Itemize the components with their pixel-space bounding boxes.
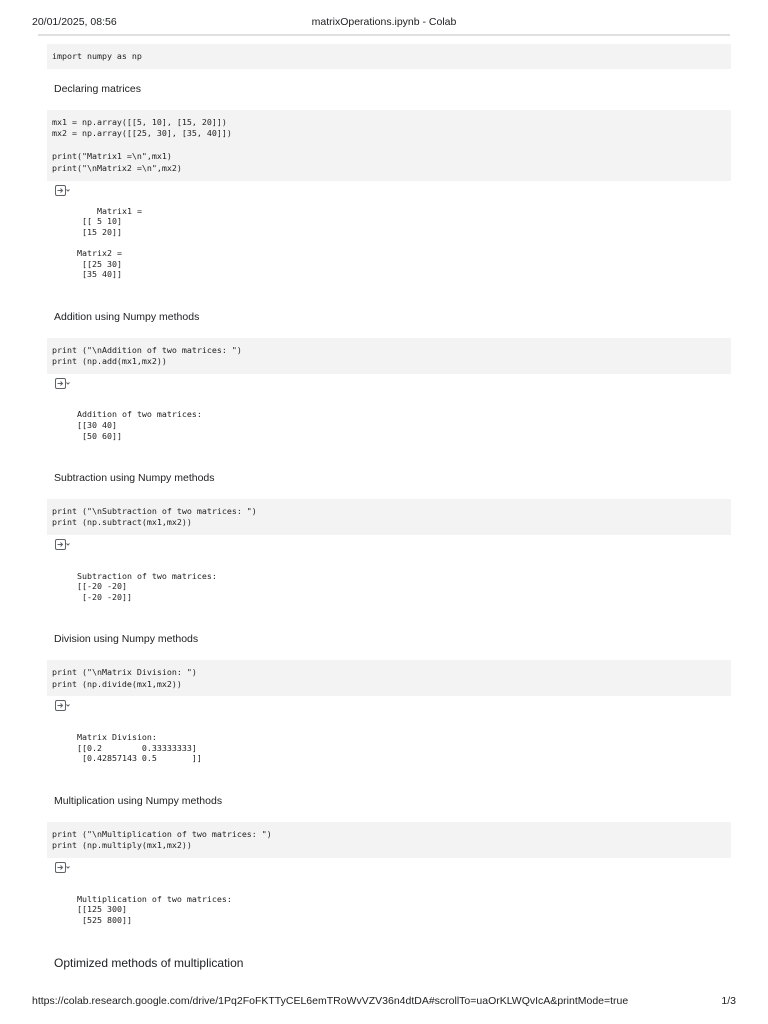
- output-text: Matrix Division: [[0.2 0.33333333] [0.42857143 0.5 ]]: [77, 732, 202, 764]
- heading-multiplication: Multiplication using Numpy methods: [54, 794, 223, 807]
- heading-subtraction: Subtraction using Numpy methods: [54, 471, 215, 484]
- output-expand-icon[interactable]: [55, 539, 70, 550]
- output-declare: [47, 181, 731, 297]
- output-subtraction: [47, 535, 731, 619]
- output-division: [47, 696, 731, 780]
- print-header: [32, 16, 736, 30]
- code-cell-addition[interactable]: print ("\nAddition of two matrices: ") print (np.add(mx1,mx2)): [47, 338, 731, 374]
- heading-addition: Addition using Numpy methods: [54, 310, 200, 323]
- heading-optimized-multiplication: Optimized methods of multiplication: [54, 955, 244, 970]
- code-cell-declare[interactable]: mx1 = np.array([[5, 10], [15, 20]]) mx2 = np.array([[25, 30], [35, 40]]) print("Matrix1 =\n",mx1) print("\nMatrix2 =\n",mx2): [47, 110, 731, 181]
- heading-division: Division using Numpy methods: [54, 633, 199, 646]
- output-expand-icon[interactable]: [55, 185, 70, 196]
- notebook: [47, 44, 731, 980]
- output-text: Subtraction of two matrices: [[-20 -20] [-20 -20]]: [77, 570, 217, 602]
- print-url[interactable]: https://colab.research.google.com/drive/1Pq2FoFKTTyCEL6emTRoWvVZV36n4dtDA#scrollTo=uaOrKLWQvIcA&printMode=true: [32, 995, 629, 1007]
- print-datetime: 20/01/2025, 08:56: [32, 16, 117, 28]
- code-cell-import[interactable]: import numpy as np: [47, 44, 731, 69]
- output-text: Matrix1 = [[ 5 10] [15 20]] Matrix2 = [[25 30] [35 40]]: [77, 205, 142, 280]
- page-number: 1/3: [721, 995, 736, 1007]
- heading-declaring-matrices: Declaring matrices: [54, 82, 141, 95]
- print-footer: [32, 995, 736, 1009]
- code-cell-division[interactable]: print ("\nMatrix Division: ") print (np.divide(mx1,mx2)): [47, 660, 731, 696]
- output-text: Multiplication of two matrices: [[125 300] [525 800]]: [77, 893, 232, 925]
- output-multiplication: [47, 858, 731, 942]
- output-text: Addition of two matrices: [[30 40] [50 60]]: [77, 409, 202, 441]
- output-expand-icon[interactable]: [55, 378, 70, 389]
- output-expand-icon[interactable]: [55, 700, 70, 711]
- code-cell-multiplication[interactable]: print ("\nMultiplication of two matrices: ") print (np.multiply(mx1,mx2)): [47, 822, 731, 858]
- code-cell-subtraction[interactable]: print ("\nSubtraction of two matrices: ") print (np.subtract(mx1,mx2)): [47, 499, 731, 535]
- header-divider: [38, 34, 730, 36]
- output-expand-icon[interactable]: [55, 862, 70, 873]
- output-addition: [47, 374, 731, 458]
- print-title: matrixOperations.ipynb - Colab: [311, 16, 457, 28]
